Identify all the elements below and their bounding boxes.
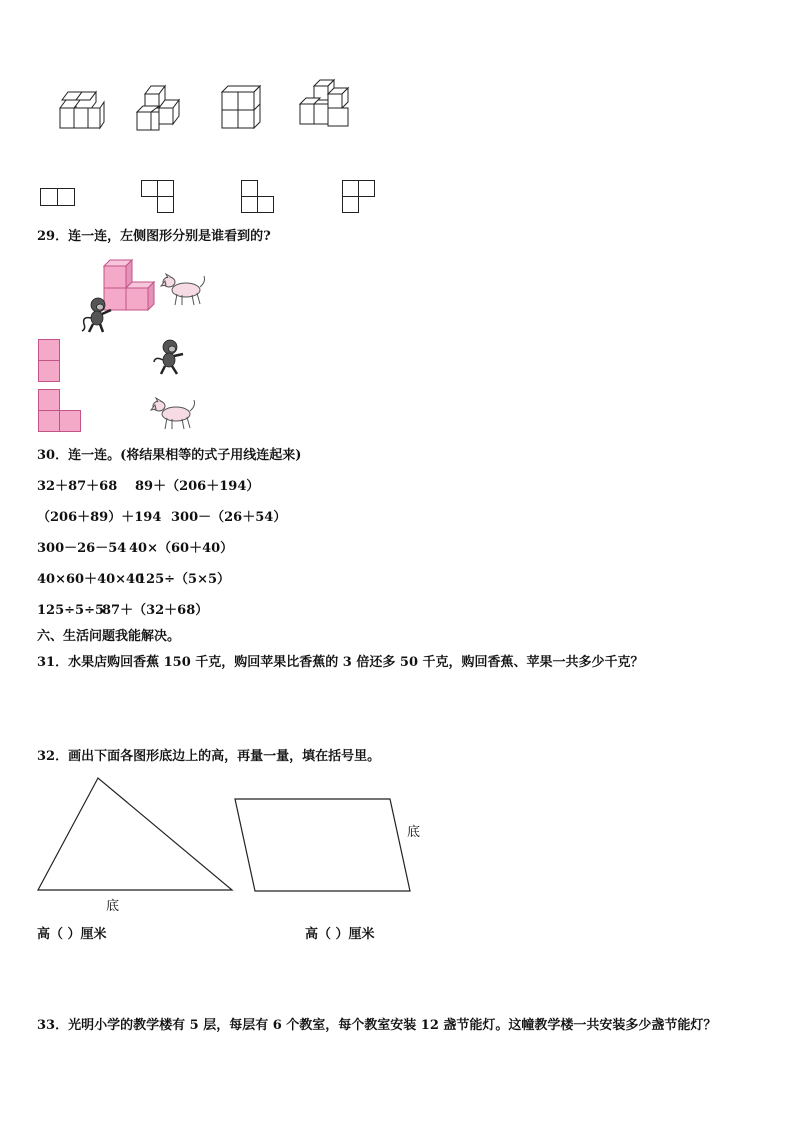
q30-left-2: （206＋89）＋194 bbox=[37, 510, 162, 525]
q30-left-3: 300－26－54 bbox=[37, 541, 127, 556]
q32-title: 32．画出下面各图形底边上的高，再量一量，填在括号里。 bbox=[37, 749, 381, 764]
pink-view-tall bbox=[38, 339, 62, 383]
q30-left-1: 32＋87＋68 bbox=[37, 479, 118, 494]
solid-figure-3 bbox=[222, 84, 270, 132]
q32-answer-right: 高（ ）厘米 bbox=[305, 927, 375, 942]
monkey-icon bbox=[80, 296, 114, 334]
view-shape-3 bbox=[241, 180, 277, 216]
q30-right-5: 87＋（32＋68） bbox=[102, 603, 209, 618]
q32-answer-left: 高（ ）厘米 bbox=[37, 927, 107, 942]
parallelogram-base-label: 底 bbox=[407, 825, 421, 840]
pink-view-L bbox=[38, 389, 84, 433]
q30-right-2: 300－（26＋54） bbox=[171, 510, 287, 525]
q31-text: 31．水果店购回香蕉 150 千克，购回苹果比香蕉的 3 倍还多 50 千克，购回香蕉、苹果一共多少千克？ bbox=[37, 655, 644, 670]
triangle-base-label: 底 bbox=[106, 899, 120, 914]
dog-icon bbox=[160, 272, 208, 308]
q30-right-3: 40×（60＋40） bbox=[129, 541, 234, 556]
view-shape-1 bbox=[40, 188, 76, 208]
dog-icon bbox=[150, 396, 198, 432]
solid-figure-2 bbox=[137, 82, 189, 134]
solid-figure-1 bbox=[56, 90, 106, 132]
solid-figure-4 bbox=[300, 78, 354, 132]
q33-text: 33．光明小学的教学楼有 5 层，每层有 6 个教室，每个教室安装 12 盏节能灯。这幢教学楼一共安装多少盏节能灯？ bbox=[37, 1018, 717, 1033]
q30-right-1: 89＋（206＋194） bbox=[135, 479, 260, 494]
monkey-icon bbox=[152, 338, 186, 376]
q29-title: 29．连一连，左侧图形分别是谁看到的? bbox=[37, 229, 271, 244]
view-shape-2 bbox=[141, 180, 177, 216]
q30-left-5: 125÷5÷5 bbox=[37, 603, 105, 618]
q30-right-4: 125÷（5×5） bbox=[137, 572, 231, 587]
triangle-figure bbox=[36, 776, 236, 894]
section6-title: 六、生活问题我能解决。 bbox=[37, 629, 181, 644]
q30-left-4: 40×60＋40×40 bbox=[37, 572, 145, 587]
q30-title: 30．连一连。(将结果相等的式子用线连起来) bbox=[37, 448, 302, 463]
parallelogram-figure bbox=[232, 796, 414, 896]
view-shape-4 bbox=[342, 180, 378, 216]
